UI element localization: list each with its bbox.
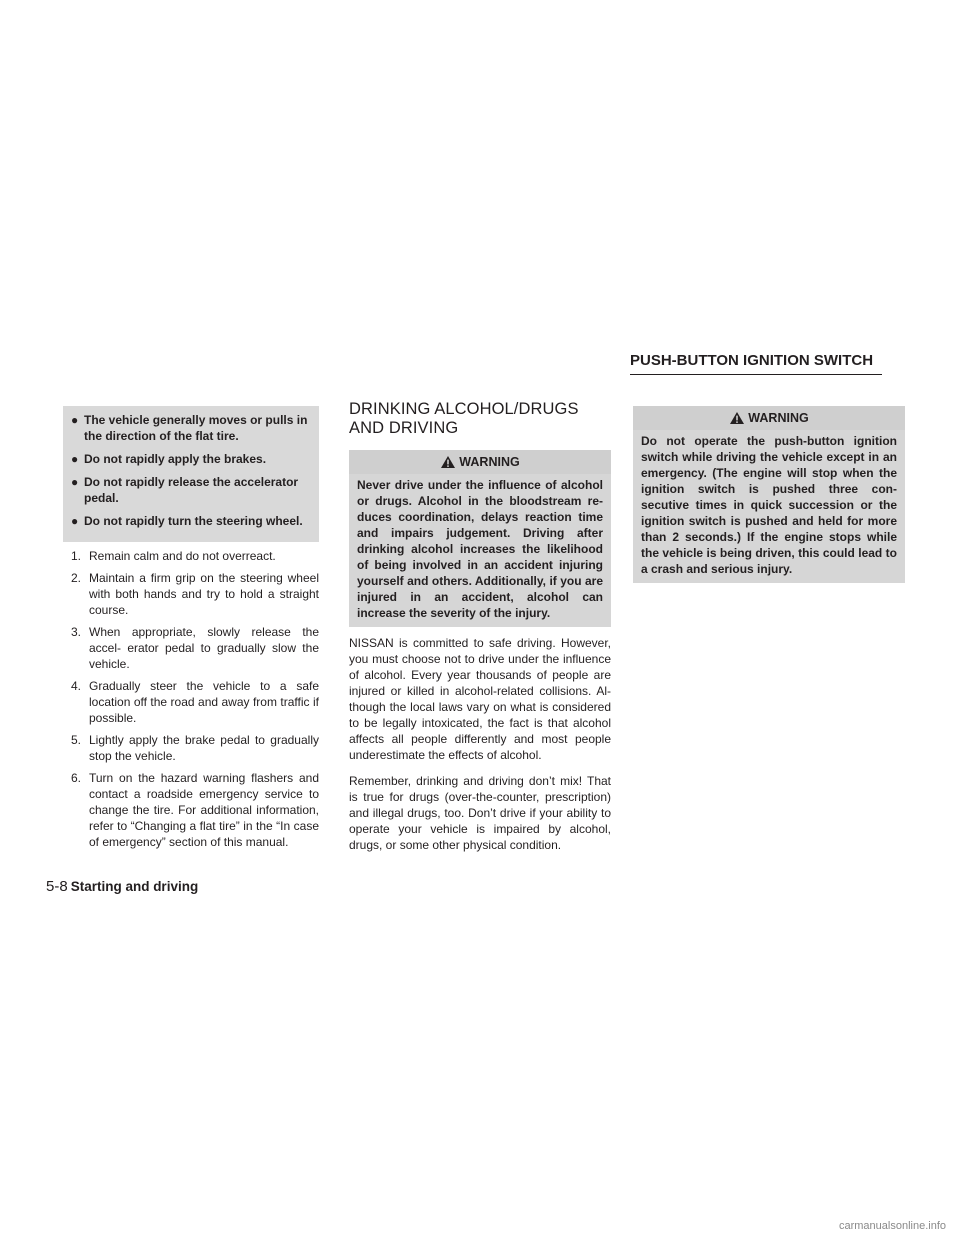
- step-item: 4. Gradually steer the vehicle to a safe location off the road and away from traffic if possible.: [71, 679, 319, 725]
- bullet-dot-icon: ●: [71, 514, 79, 528]
- page-footer: [46, 878, 198, 895]
- header-rule: [630, 374, 882, 375]
- step-item: 1. Remain calm and do not overreact.: [71, 549, 276, 563]
- bullet-dot-icon: ●: [71, 413, 79, 427]
- warning-title: WARNING: [349, 450, 611, 474]
- bullet-item: ● Do not rapidly release the accelerator pedal.: [71, 475, 299, 505]
- warning-box: [633, 406, 905, 583]
- step-item: 3. When appropriate, slowly release the accel- erator pedal to gradually slow the vehicle.: [71, 625, 319, 671]
- section-header: PUSH-BUTTON IGNITION SWITCH: [630, 352, 874, 369]
- body-paragraph: NISSAN is committed to safe driving. However, you must choose not to drive under the influence of alcohol. Every year thousands of people are injured or killed in alcohol-related collisions. Al- though the local laws vary on what is considered to be legally intoxicated, the fact is that alcohol affects all people differently and most people underestimate the effects of alcohol.: [349, 636, 611, 762]
- column-left: [63, 406, 319, 856]
- bullet-list-box: [63, 406, 319, 542]
- step-item: 5. Lightly apply the brake pedal to gradually stop the vehicle.: [71, 733, 319, 763]
- chapter-title: Starting and driving: [70, 879, 199, 894]
- bullet-item: ● The vehicle generally moves or pulls in the direction of the flat tire.: [71, 413, 308, 443]
- step-item: 2. Maintain a firm grip on the steering wheel with both hands and try to hold a straight course.: [71, 571, 319, 617]
- warning-triangle-icon: [440, 455, 456, 469]
- warning-text: Do not operate the push-button ignition switch while driving the vehicle except in an emergency. (The engine will stop when the ignition switch is pushed three con- secutive times in quick succession or the ignition switch is pushed and held for more than 2 seconds.) If the engine stops while the vehicle is being driven, this could lead to a crash and serious injury.: [633, 430, 905, 583]
- column-right: [633, 406, 905, 583]
- bullet-dot-icon: ●: [71, 452, 79, 466]
- body-paragraph: Remember, drinking and driving don’t mix! That is true for drugs (over-the-counter, prescription) and illegal drugs, too. Don’t drive if your ability to operate your vehicle is impaired by alcohol, drugs, or some other physical condition.: [349, 774, 611, 852]
- bullet-dot-icon: ●: [71, 475, 79, 489]
- warning-text: Never drive under the influence of alcohol or drugs. Alcohol in the bloodstream re- duces coordination, delays reaction time and impairs judgement. Driving after drinking alcohol increases the likelihood of being involved in an accident injuring yourself and others. Additionally, if you are injured in an accident, alcohol can increase the severity of the injury.: [349, 474, 611, 627]
- warning-title: WARNING: [633, 406, 905, 430]
- warning-box: [349, 450, 611, 627]
- step-list: [63, 548, 319, 850]
- step-item: 6. Turn on the hazard warning flashers and contact a roadside emergency service to change the tire. For additional information, refer to “Changing a flat tire” in the “In case of emergency” section of this manual.: [71, 771, 319, 849]
- warning-triangle-icon: [729, 411, 745, 425]
- column-middle: [349, 400, 611, 853]
- page-number: 5-8: [46, 878, 68, 895]
- section-heading: DRINKING ALCOHOL/DRUGS AND DRIVING: [349, 400, 579, 437]
- bullet-item: ● Do not rapidly apply the brakes.: [71, 452, 267, 466]
- watermark: carmanualsonline.info: [838, 1220, 946, 1232]
- bullet-item: ● Do not rapidly turn the steering wheel.: [71, 514, 303, 528]
